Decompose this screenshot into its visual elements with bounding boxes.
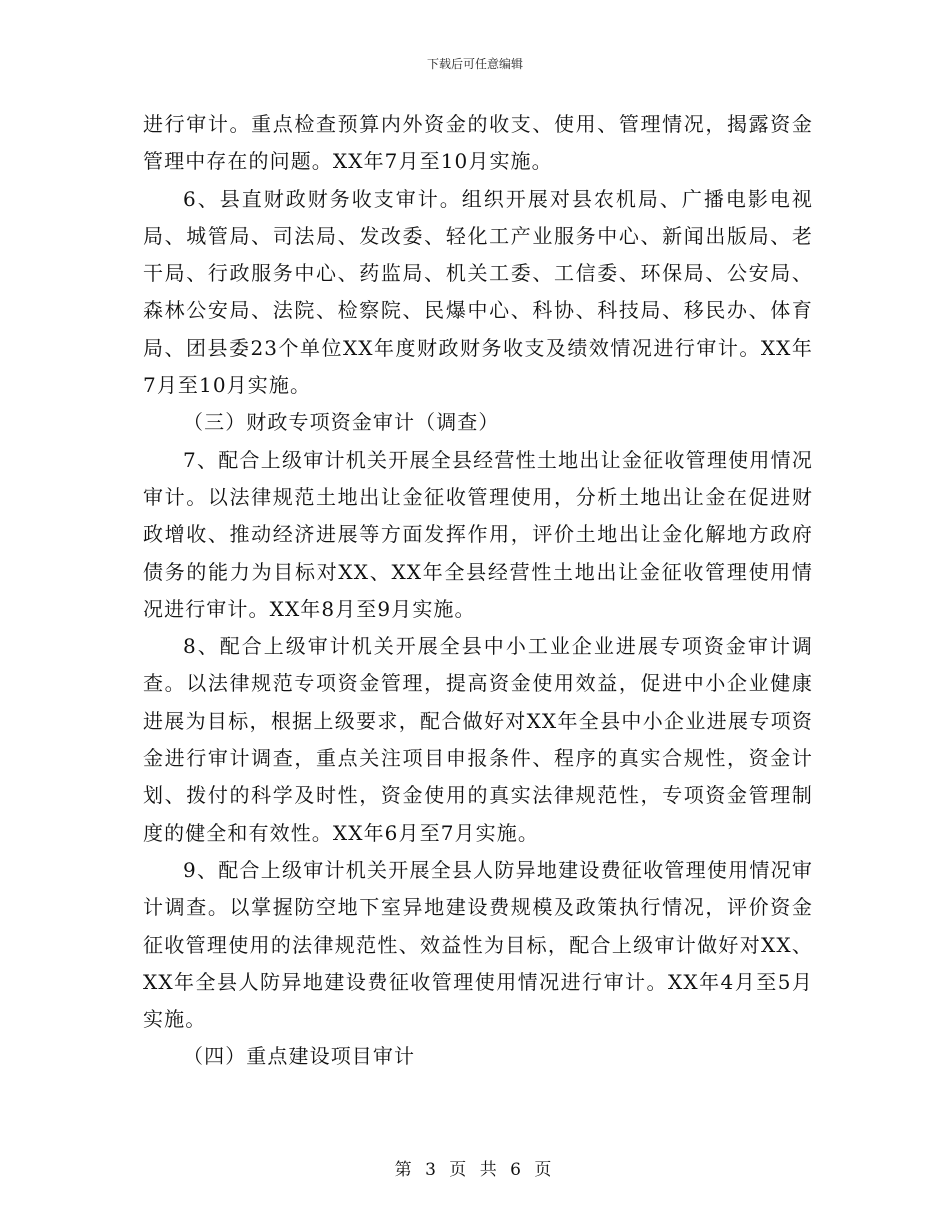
- section-heading-3: （三）财政专项资金审计（调查）: [183, 410, 500, 435]
- paragraph-item-9: 9、配合上级审计机关开展全县人防异地建设费征收管理使用情况审计调查。以掌握防空地下室异地建设费规模及政策执行情况，评价资金征收管理使用的法律规范性、效益性为目标，配合上级审计做好对XX、XX年全县人防异地建设费征收管理使用情况进行审计。XX年4月至5月实施。: [143, 857, 813, 1032]
- document-body: [143, 106, 813, 1076]
- page-header-note: 下载后可任意编辑: [426, 57, 523, 71]
- page-number-footer: 第 3 页 共 6 页: [394, 1160, 556, 1180]
- section-heading-4: （四）重点建设项目审计: [183, 1044, 416, 1069]
- paragraph-item-6: 6、县直财政财务收支审计。组织开展对县农机局、广播电影电视局、城管局、司法局、发改委、轻化工产业服务中心、新闻出版局、老干局、行政服务中心、药监局、机关工委、工信委、环保局、公安局、森林公安局、法院、检察院、民爆中心、科协、科技局、移民办、体育局、团县委23个单位XX年度财政财务收支及绩效情况进行审计。XX年7月至10月实施。: [143, 186, 813, 398]
- paragraph-item-8: 8、配合上级审计机关开展全县中小工业企业进展专项资金审计调查。以法律规范专项资金管理，提高资金使用效益，促进中小企业健康进展为目标，根据上级要求，配合做好对XX年全县中小企业进展专项资金进行审计调查，重点关注项目申报条件、程序的真实合规性，资金计划、拨付的科学及时性，资金使用的真实法律规范性，专项资金管理制度的健全和有效性。XX年6月至7月实施。: [143, 634, 813, 845]
- paragraph-continuation: 进行审计。重点检查预算内外资金的收支、使用、管理情况，揭露资金管理中存在的问题。XX年7月至10月实施。: [143, 112, 813, 174]
- paragraph-item-7: 7、配合上级审计机关开展全县经营性土地出让金征收管理使用情况审计。以法律规范土地出让金征收管理使用，分析土地出让金在促进财政增收、推动经济进展等方面发挥作用，评价土地出让金化解地方政府债务的能力为目标对XX、XX年全县经营性土地出让金征收管理使用情况进行审计。XX年8月至9月实施。: [143, 447, 813, 621]
